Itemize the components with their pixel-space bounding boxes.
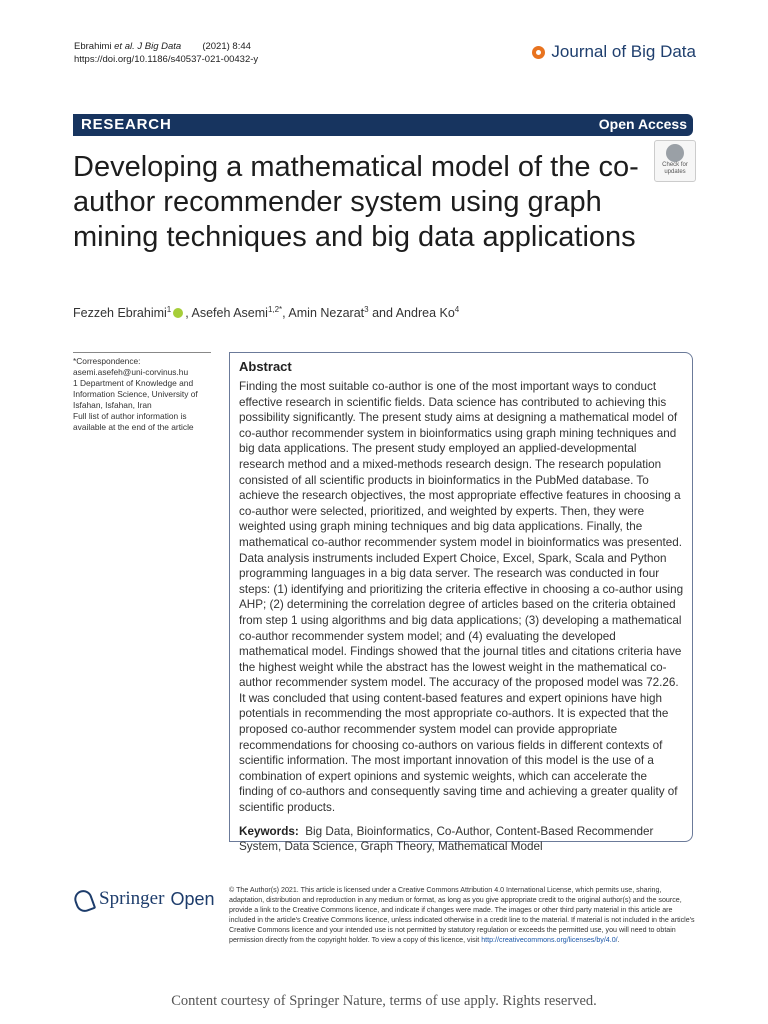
check-for-updates-badge[interactable] [654, 140, 696, 182]
doi-link[interactable]: https://doi.org/10.1186/s40537-021-00432-y [74, 54, 259, 65]
author-info-note: Full list of author information is available at the end of the article [73, 411, 194, 432]
springer-horse-icon [73, 888, 93, 910]
journal-logo[interactable] [532, 42, 696, 62]
cite-year: (2021) 8:44 [202, 41, 251, 52]
affiliation: 1 Department of Knowledge and Information Science, University of Isfahan, Isfahan, Iran [73, 378, 198, 410]
author-name[interactable]: Fezzeh Ebrahimi [73, 306, 167, 321]
keywords [239, 824, 684, 855]
correspondence-label: *Correspondence: [73, 356, 141, 366]
publisher-suffix: Open [170, 888, 215, 909]
author-sup: 1,2* [267, 305, 283, 314]
section-bar [73, 114, 693, 136]
check-updates-label: Check for updates [662, 162, 688, 175]
author-sup: 4 [454, 305, 460, 314]
update-icon [666, 144, 684, 162]
license-end: . [617, 935, 620, 944]
license-body: © The Author(s) 2021. This article is licensed under a Creative Commons Attribution 4.0 International License, which permits use, sharing, adaptation, distribution and reproduction in any medium or format, as long as you give appropriate credit to the original author(s) and the source, provide a link to the Creative Commons licence, and indicate if changes were made. The images or other third party material in this article are included in the article's Creative Commons licence, unless indicated otherwise in a credit line to the material. If material is not included in the article's Creative Commons licence and your intended use is not permitted by statutory regulation or exceeds the permitted use, you will need to obtain permission directly from the copyright holder. To view a copy of this licence, visit [229, 886, 695, 944]
page-footer: Content courtesy of Springer Nature, terms of use apply. Rights reserved. [171, 993, 597, 1009]
author-sup: 1 [166, 305, 172, 314]
license-link[interactable]: http://creativecommons.org/licenses/by/4.0/ [481, 935, 618, 944]
citation-header [74, 40, 258, 66]
license-text [229, 886, 695, 945]
journal-name: Journal of Big Data [551, 42, 696, 61]
keywords-label: Keywords: [239, 824, 299, 838]
author-name[interactable]: and Andrea Ko [368, 306, 455, 321]
abstract-text: Finding the most suitable co-author is one of the most important ways to conduct effective research in scientific fields. Data science has contributed to achieving this possibility significantly. The present study aims at designing a mathematical model of co-author recommender system in bioinformatics using graph mining techniques and big data applications. The present study employed an applied-developmental research method and a mixed-methods research design. The research population consisted of all scientific products in bioinformatics in the PubMed database. To achieve the research objectives, the most appropriate effective features in choosing a co-author were selected, prioritized, and weighted by experts. Then, they were weighted using graph mining techniques and big data applications. Finally, the mathematical co-author recommender system model in bioinformatics was presented. Data analysis instruments included Expert Choice, Excel, Spark, Scala and Python programming languages in a big data server. The research was conducted in four steps: (1) identifying and prioritizing the criteria effective in choosing a co-author using AHP; (2) determining the correlation degree of articles based on the criteria obtained from step 1 using algorithms and big data applications; (3) developing a mathematical co-author recommender system model; and (4) evaluating the developed mathematical model. Findings showed that the journal titles and citations criteria have the highest weight while the abstract has the lowest weight in the mathematical co-author recommender system model. The accuracy of the proposed model was 72.26. It was concluded that using content-based features and expert opinions have high potentials in recommending the most appropriate co-authors. It is expected that the proposed co-author recommender system model can provide appropriate recommendations for choosing co-authors on various fields in different contexts of scientific information. The most important innovation of this model is the use of a combination of expert opinions and systemic weights, which can accelerate the finding of co-authors and consequently saving time and achieving a greater quality of scientific products. [239, 380, 684, 815]
orcid-icon[interactable] [173, 308, 183, 318]
journal-mark-icon [532, 46, 545, 59]
section-label: RESEARCH [81, 116, 172, 133]
cite-authors: Ebrahimi [74, 41, 112, 52]
author-sup: 3 [364, 305, 369, 314]
correspondence-sidebar [73, 352, 211, 433]
author-name[interactable]: , Asefeh Asemi [185, 306, 268, 321]
author-list [73, 305, 459, 320]
open-access-label: Open Access [598, 116, 687, 132]
publisher-name: Springer [99, 888, 165, 909]
keywords-list: Big Data, Bioinformatics, Co-Author, Content-Based Recommender System, Data Science, Graph Theory, Mathematical Model [239, 824, 654, 854]
abstract-box [229, 352, 693, 854]
cite-journal: et al. J Big Data [111, 41, 182, 52]
abstract-heading: Abstract [239, 359, 292, 374]
publisher-logo[interactable] [73, 888, 214, 910]
article-title: Developing a mathematical model of the co-author recommender system using graph mining techniques and big data applications [73, 151, 639, 253]
correspondence-email[interactable]: asemi.asefeh@uni-corvinus.hu [73, 367, 189, 377]
author-name[interactable]: , Amin Nezarat [282, 306, 365, 321]
